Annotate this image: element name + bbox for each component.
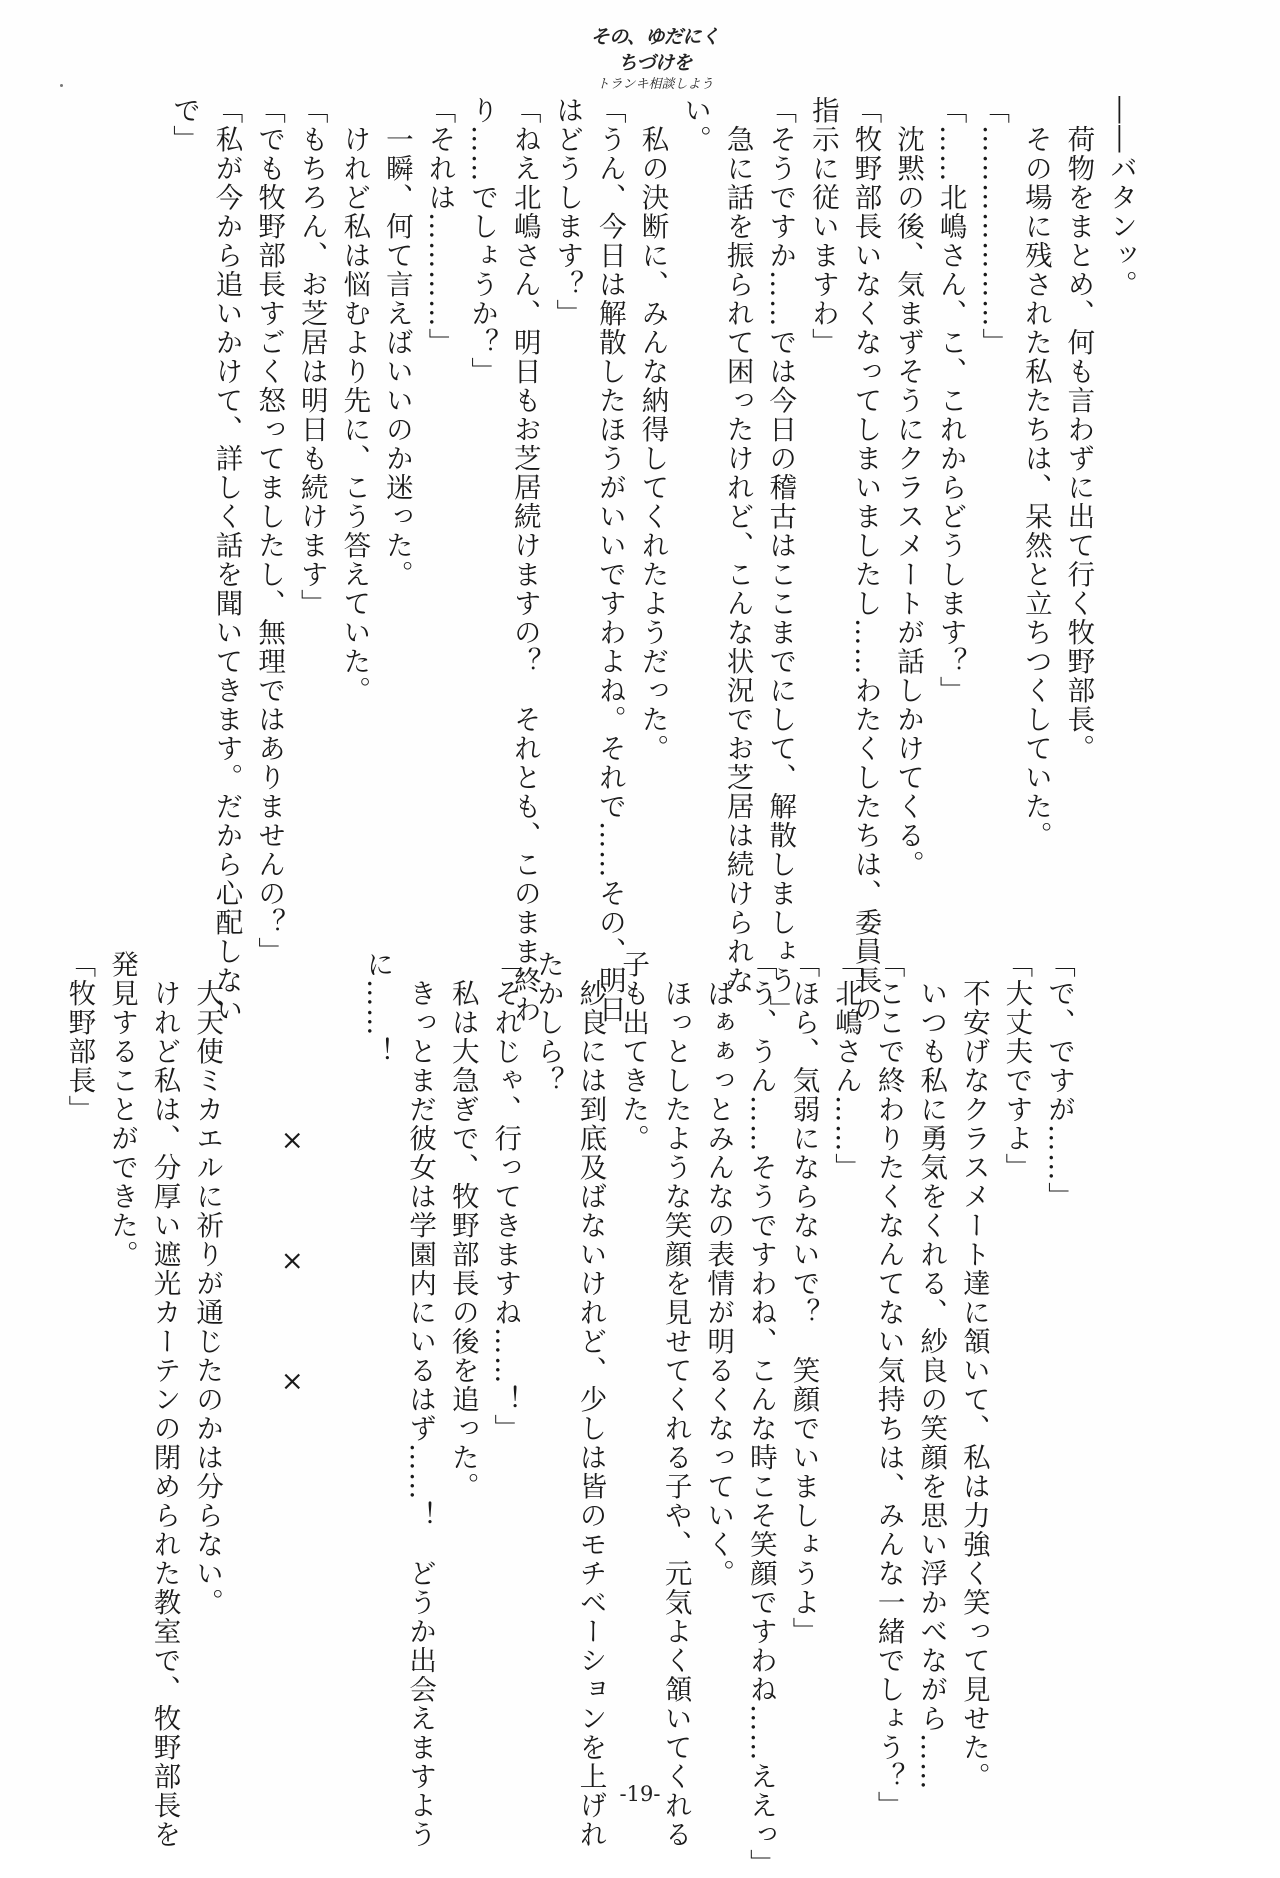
text-line: 大天使ミカエルに祈りが通じたのかは分らない。: [191, 950, 224, 1617]
text-line: 「牧野部長いなくなってしまいましたし……わたくしたちは、委員長の: [849, 96, 882, 1024]
text-line: 指示に従いますわ」: [806, 96, 839, 357]
text-line: 「それは…………」: [423, 96, 456, 357]
text-line: はどうします？」: [551, 96, 584, 328]
text-line: 私は大急ぎで、牧野部長の後を追った。: [446, 950, 479, 1501]
text-line: けれど私は、分厚い遮光カーテンの閉められた教室で、牧野部長を: [148, 950, 181, 1849]
text-line: で」: [167, 96, 200, 154]
text-line: 「北嶋さん……」: [830, 950, 863, 1182]
text-line: 「ここで終わりたくなんてない気持ちは、みんな一緒でしょう？」: [872, 950, 905, 1820]
header-title: その、ゆだにくちづけを: [590, 26, 720, 74]
text-line: 「…………………」: [977, 96, 1010, 357]
text-line: ぱぁぁっとみんなの表情が明るくなっていく。: [702, 950, 735, 1588]
text-line: 「で、ですが……」: [1043, 950, 1075, 1211]
text-line: 「大丈夫ですよ」: [1000, 950, 1033, 1182]
text-line: × × ×: [276, 950, 309, 1399]
text-line: きっとまだ彼女は学園内にいるはず……！ どうか出会えますよう: [404, 950, 437, 1849]
text-line: 一瞬、何て言えばいいのか迷った。: [380, 96, 413, 589]
text-line: 「……北嶋さん、こ、これからどうします？」: [934, 96, 967, 705]
page-number: -19-: [619, 1782, 661, 1806]
text-line: ――バタンッ。: [1105, 96, 1137, 299]
text-line: 私の決断に、みんな納得してくれたようだった。: [636, 96, 669, 763]
header-subtitle: トランキ相談しよう: [596, 77, 714, 92]
text-line: 「うん、今日は解散したほうがいいですわよね。それで……その、明日: [593, 96, 626, 1024]
text-line: 「牧野部長」: [63, 950, 96, 1124]
text-line: 急に話を振られて困ったけれど、こんな状況でお芝居は続けられな: [721, 96, 754, 995]
text-line: 発見することができた。: [105, 950, 138, 1269]
text-line: 「う、うん……そうですわね、こんな時こそ笑顔ですわね……ええっ」: [744, 950, 777, 1878]
text-line: い。: [679, 96, 712, 154]
text-line: けれど私は悩むより先に、こう答えていた。: [338, 96, 371, 705]
text-line: 「それじゃ、行ってきますね……！」: [489, 950, 522, 1443]
text-line: 不安げなクラスメート達に頷いて、私は力強く笑って見せた。: [957, 950, 990, 1791]
running-header-logo: [585, 24, 725, 90]
text-line: 「ねえ北嶋さん、明日もお芝居続けますの？ それとも、このまま終わ: [508, 96, 541, 1024]
text-line: その場に残された私たちは、呆然と立ちつくしていた。: [1019, 96, 1052, 850]
text-line: 紗良には到底及ばないけれど、少しは皆のモチベーションを上げれ: [574, 950, 607, 1849]
text-line: 「もちろん、お芝居は明日も続けます」: [295, 96, 328, 618]
text-line: 「でも牧野部長すごく怒ってましたし、無理ではありませんの？」: [253, 96, 286, 966]
text-line: いつも私に勇気をくれる、紗良の笑顔を思い浮かべながら……: [915, 950, 948, 1791]
text-line: 「そうですか……では今日の稽古はここまでにして、解散しましょう」: [764, 96, 797, 1024]
text-line: に……！: [361, 950, 394, 1066]
text-line: ほっとしたような笑顔を見せてくれる子や、元気よく頷いてくれる: [659, 950, 692, 1849]
text-line: 荷物をまとめ、何も言わずに出て行く牧野部長。: [1062, 96, 1095, 763]
scan-speck: [60, 84, 63, 87]
text-line: 沈黙の後、気まずそうにクラスメートが話しかけてくる。: [892, 96, 925, 879]
text-line: たかしら？: [531, 950, 564, 1095]
text-line: 「ほら、気弱にならないで？ 笑顔でいましょうよ」: [787, 950, 820, 1646]
text-line: [313, 950, 356, 1770]
text-line: 子も出てきた。: [617, 950, 650, 1153]
text-line: 「私が今から追いかけて、詳しく話を聞いてきます。だから心配しない: [210, 96, 243, 1024]
text-line: り……でしょうか？」: [466, 96, 499, 386]
text-line: [228, 950, 271, 1770]
